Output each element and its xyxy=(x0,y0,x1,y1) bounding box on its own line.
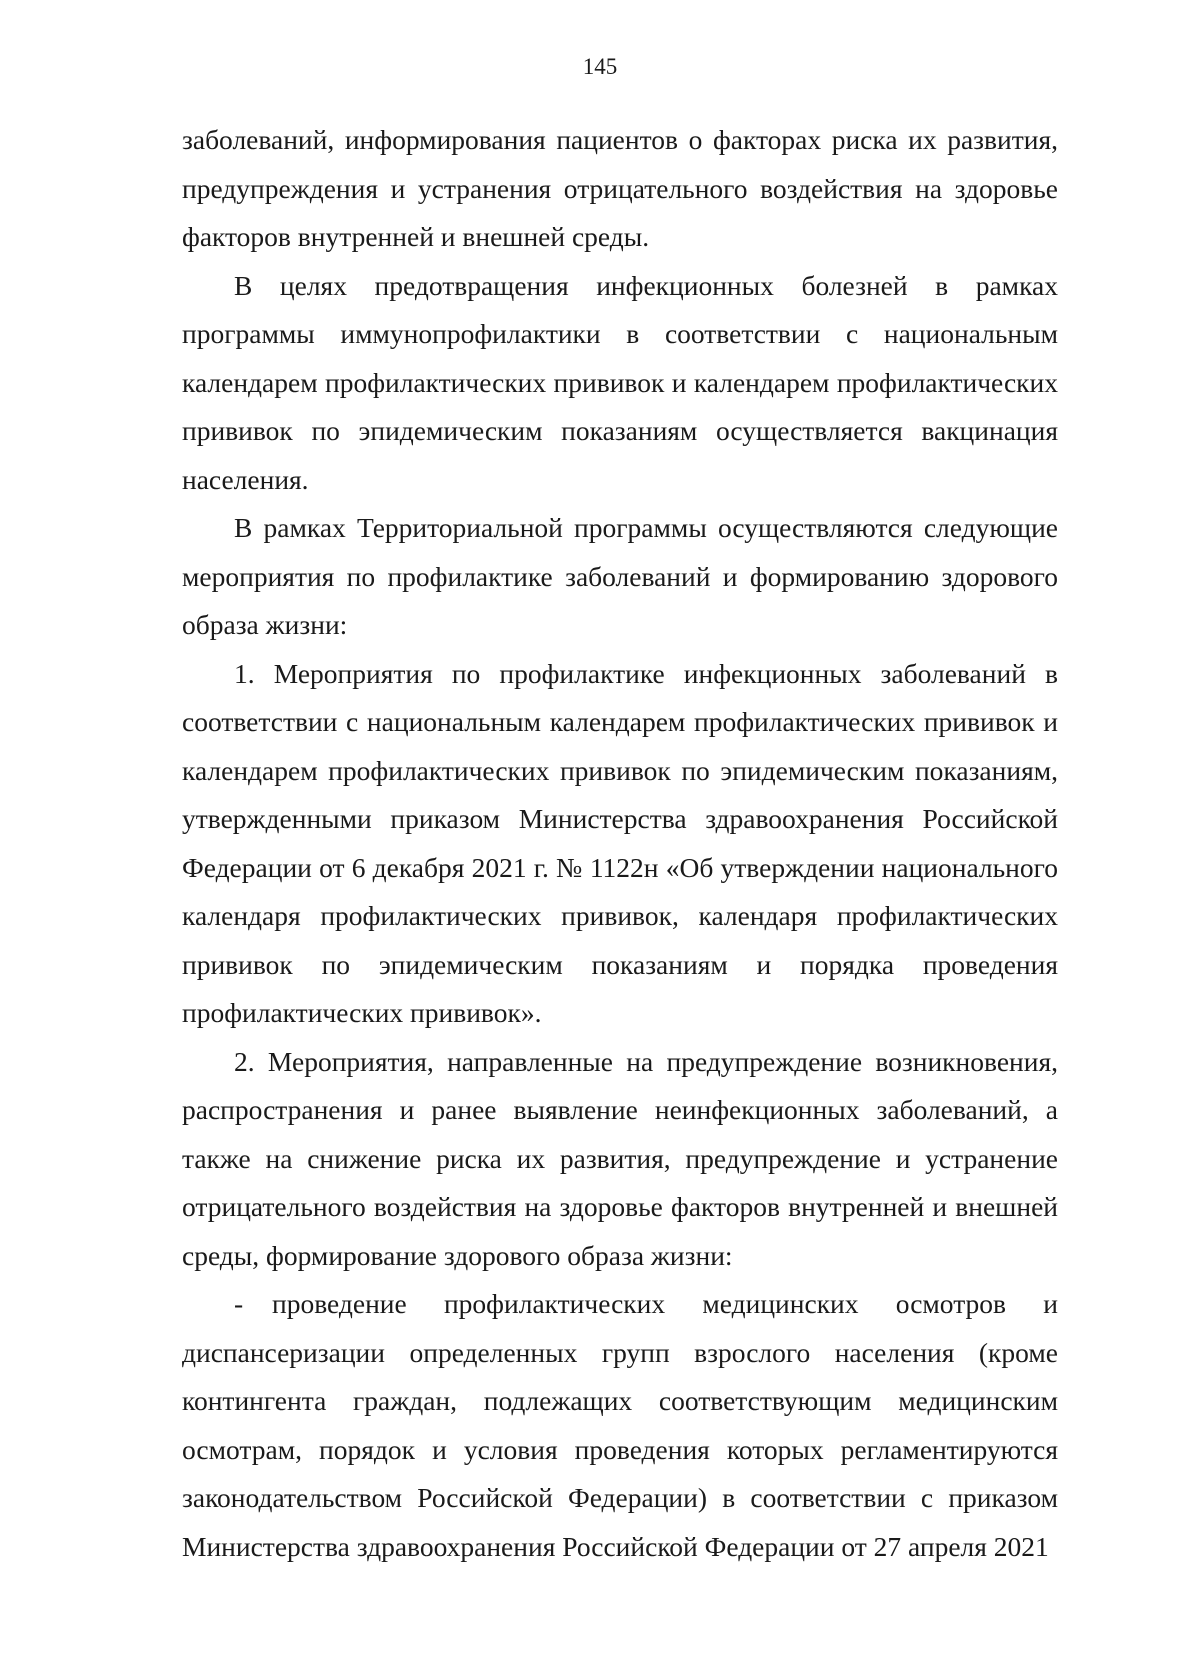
paragraph-item-2: 2. Мероприятия, направленные на предупреждение возникновения, распространения и ранее выявление неинфекционных заболеваний, а также на снижение риска их развития, предупреждение и устранение отрицательного воздействия на здоровье факторов внутренней и внешней среды, формирование здорового образа жизни: xyxy=(182,1045,1058,1271)
bullet-dash: - xyxy=(234,1288,244,1319)
paragraph-continuation: заболеваний, информирования пациентов о факторах риска их развития, предупреждения и устранения отрицательного воздействия на здоровье факторов внутренней и внешней среды. xyxy=(182,124,1058,252)
document-body xyxy=(182,116,1058,1571)
bullet-item xyxy=(182,1280,1058,1571)
paragraph-vaccination: В целях предотвращения инфекционных болезней в рамках программы иммунопрофилактики в соответствии с национальным календарем профилактических прививок и календарем профилактических прививок по эпидемическим показаниям осуществляется вакцинация населения. xyxy=(182,269,1058,495)
bullet-text: проведение профилактических медицинских осмотров и диспансеризации определенных групп взрослого населения (кроме контингента граждан, подлежащих соответствующим медицинским осмотрам, порядок и условия проведения которых регламентируются законодательством Российской Федерации) в соответствии с приказом Министерства здравоохранения Российской Федерации от 27 апреля 2021 xyxy=(182,1288,1058,1562)
paragraph-item-1: 1. Мероприятия по профилактике инфекционных заболеваний в соответствии с национальным календарем профилактических прививок и календарем профилактических прививок по эпидемическим показаниям, утвержденными приказом Министерства здравоохранения Российской Федерации от 6 декабря 2021 г. № 1122н «Об утверждении национального календаря профилактических прививок, календаря профилактических прививок по эпидемическим показаниям и порядка проведения профилактических прививок». xyxy=(182,657,1058,1028)
page-number: 145 xyxy=(582,54,618,79)
paragraph-program-measures: В рамках Территориальной программы осуществляются следующие мероприятия по профилактике заболеваний и формированию здорового образа жизни: xyxy=(182,512,1058,640)
